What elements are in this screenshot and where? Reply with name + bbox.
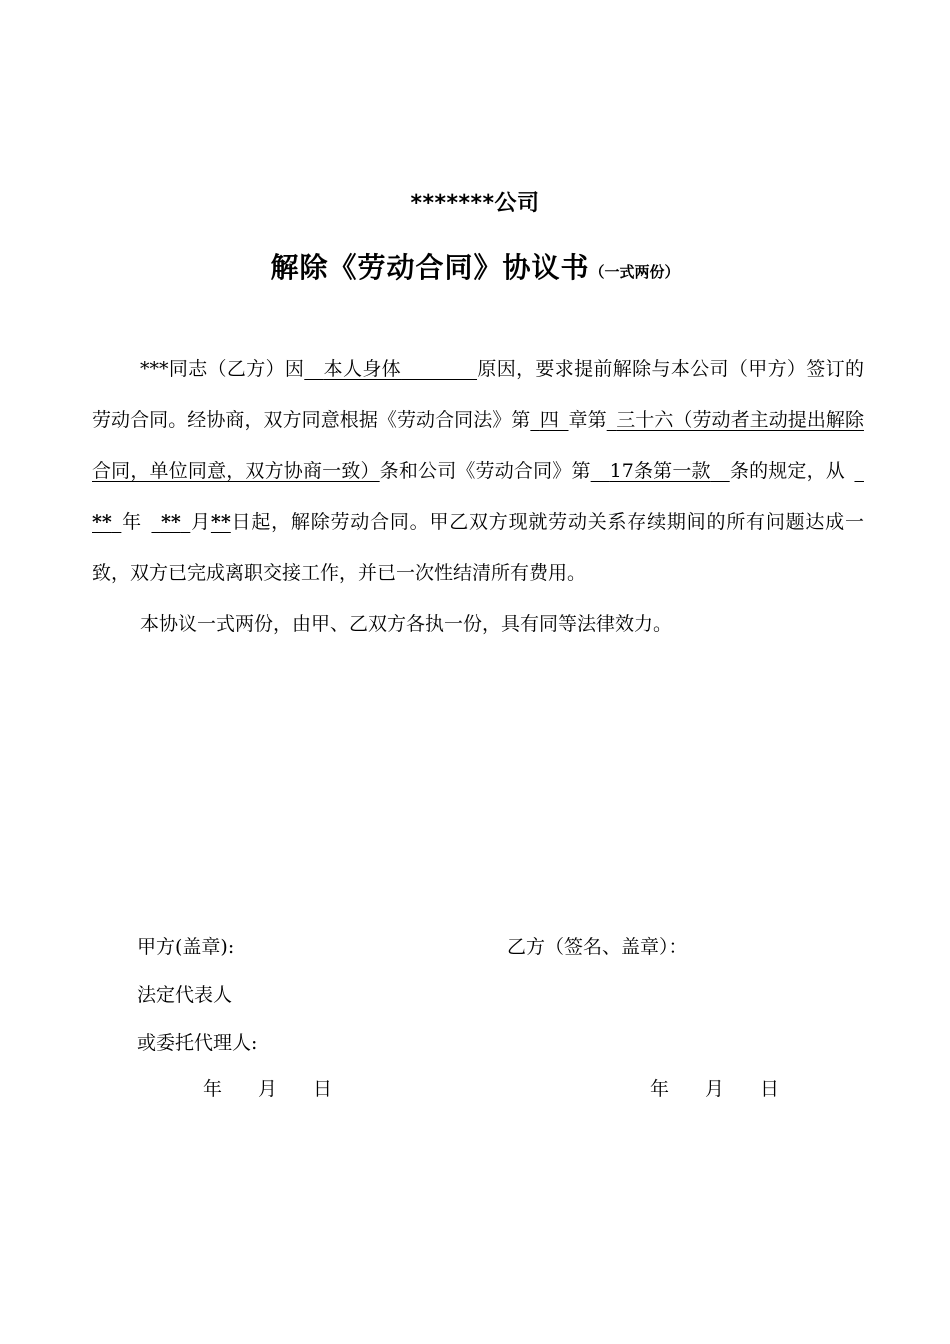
article-value: 三十六（劳动者主动提出解除合同，单位同意，双方协商一致）	[92, 409, 864, 482]
contract-clause-field	[591, 460, 730, 482]
agreement-paragraph-2: 本协议一式两份，由甲、乙双方各执一份，具有同等法律效力。	[140, 613, 673, 635]
party-b-year-label: 年	[650, 1078, 670, 1100]
contract-clause-value: 17条第一款	[609, 460, 711, 482]
party-b-day-label: 日	[760, 1078, 780, 1100]
year-value: **	[92, 511, 112, 533]
chapter-value: 四	[539, 409, 559, 431]
chapter-field	[530, 409, 568, 431]
agreement-body	[92, 344, 864, 650]
text-segment: 原因，要求提前解除与本公司（甲方）签订的劳动合同。经协商，双方同意根据《劳动合同法》第	[92, 358, 864, 431]
text-segment: 章第	[568, 409, 607, 431]
authorized-agent-label: 或委托代理人:	[137, 1032, 258, 1054]
text-segment: 日起，解除劳动合同。甲乙双方现就劳动关系存续期间的所有问题达成一致，双方已完成离职交接工作，并已一次性结清所有费用。	[92, 511, 864, 584]
party-a-year-label: 年	[203, 1078, 223, 1100]
month-value: **	[160, 511, 181, 533]
employee-name: ***	[140, 358, 169, 380]
party-b-date	[650, 1074, 779, 1101]
reason-field	[304, 358, 477, 380]
party-a-day-label: 日	[313, 1078, 333, 1100]
text-segment: 同志（乙方）因	[168, 358, 305, 380]
party-b-month-label: 月	[705, 1078, 725, 1100]
agreement-paragraph-1	[92, 344, 864, 599]
text-segment: 条的规定，从	[729, 460, 845, 482]
day-field	[211, 511, 231, 533]
day-value: **	[210, 511, 231, 533]
title-note: （一式两份）	[589, 263, 680, 281]
legal-representative-label: 法定代表人	[137, 984, 233, 1006]
text-segment: 月	[190, 511, 211, 533]
party-a-month-label: 月	[258, 1078, 278, 1100]
company-name: *******公司	[410, 191, 540, 216]
party-a-label: 甲方(盖章):	[137, 936, 235, 958]
text-segment: 年	[121, 511, 142, 533]
text-segment: 条和公司《劳动合同》第	[379, 460, 591, 482]
party-a-date	[203, 1074, 332, 1101]
title-main: 解除《劳动合同》协议书	[270, 251, 590, 284]
month-field	[151, 511, 190, 533]
reason-value: 本人身体	[323, 358, 402, 380]
party-b-label: 乙方（签名、盖章）：	[507, 936, 688, 958]
document-title	[0, 246, 950, 286]
